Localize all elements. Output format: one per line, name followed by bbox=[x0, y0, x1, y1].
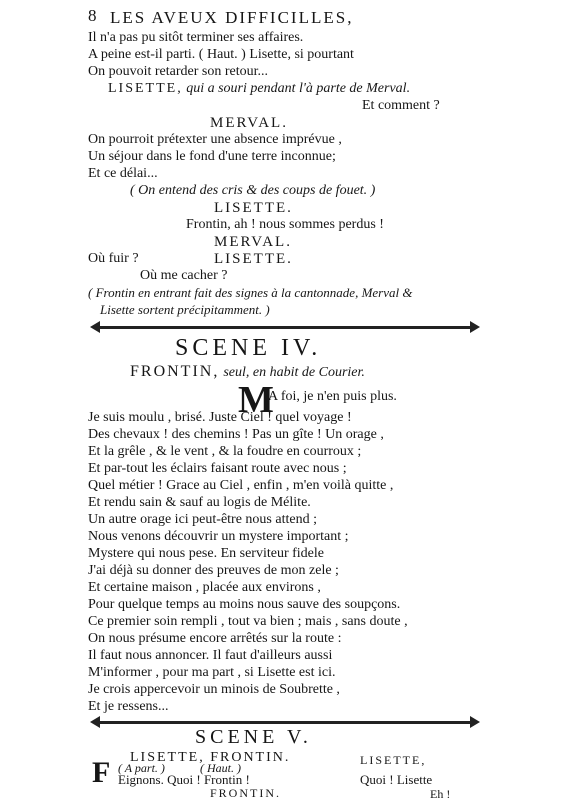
speaker-name: FRONTIN, bbox=[130, 363, 220, 380]
speaker-name: MERVAL. bbox=[210, 115, 288, 131]
verse-line: Et rendu sain & sauf au logis de Mélite. bbox=[88, 495, 311, 510]
speaker-name: LISETTE. bbox=[214, 200, 293, 216]
drop-cap: M bbox=[238, 379, 274, 421]
verse-line: Pour quelque temps au moins nous sauve des soupçons. bbox=[88, 597, 401, 612]
verse-line: Ce premier soin rempli , tout va bien ; mais , sans doute , bbox=[88, 614, 408, 629]
speaker-name: LISETTE, bbox=[108, 81, 183, 96]
verse-line: Un séjour dans le fond d'une terre inconnue; bbox=[88, 149, 336, 164]
ornamental-rule bbox=[90, 321, 480, 333]
verse-line: Je crois appercevoir un minois de Soubrette , bbox=[88, 682, 340, 697]
verse-line: A peine est-il parti. ( Haut. ) Lisette, si pourtant bbox=[88, 47, 354, 62]
verse-line: Et je ressens... bbox=[88, 699, 169, 714]
stage-direction: seul, en habit de Courier. bbox=[223, 365, 365, 380]
verse-line: J'ai déjà su donner des preuves de mon zele ; bbox=[88, 563, 339, 578]
verse-line: Et ce délai... bbox=[88, 166, 158, 181]
verse-line: M'informer , pour ma part , si Lisette est ici. bbox=[88, 665, 336, 680]
scene-heading: SCENE V. bbox=[195, 726, 312, 748]
stage-direction: Lisette sortent précipitamment. ) bbox=[100, 302, 270, 317]
verse-line: Et certaine maison , placée aux environs , bbox=[88, 580, 321, 595]
running-title: LES AVEUX DIFFICILLES, bbox=[110, 8, 354, 27]
speaker-name: MERVAL. bbox=[214, 234, 292, 250]
verse-line: Et par-tout les éclairs faisant route avec nous ; bbox=[88, 461, 347, 476]
verse-line: A foi, je n'en puis plus. bbox=[268, 389, 397, 404]
stage-direction: ( A part. ) bbox=[118, 761, 165, 775]
verse-line: Quel métier ! Grace au Ciel , enfin , m'en voilà quitte , bbox=[88, 478, 394, 493]
verse-line: Un autre orage ici peut-être nous attend ; bbox=[88, 512, 317, 527]
verse-line: Je suis moulu , brisé. Juste Ciel ! quel voyage ! bbox=[88, 410, 352, 425]
verse-line: Nous venons découvrir un mystere important ; bbox=[88, 529, 349, 544]
verse-line: Frontin, ah ! nous sommes perdus ! bbox=[186, 217, 384, 232]
speaker-name: LISETTE. bbox=[214, 251, 293, 267]
verse-line: On pouvoit retarder son retour... bbox=[88, 64, 269, 79]
verse-line: Où me cacher ? bbox=[140, 268, 228, 283]
verse-line: Et comment ? bbox=[362, 98, 440, 113]
verse-line: Et la grêle , & le vent , & la foudre en courroux ; bbox=[88, 444, 362, 459]
stage-direction: ( On entend des cris & des coups de fouet. ) bbox=[130, 183, 376, 198]
speaker-cue bbox=[108, 81, 410, 97]
page-number: 8 bbox=[88, 6, 97, 25]
drop-cap: F bbox=[92, 756, 111, 789]
verse-line: Des chevaux ! des chemins ! Pas un gîte ! Un orage , bbox=[88, 427, 384, 442]
verse-line: Eh ! bbox=[430, 787, 451, 801]
verse-line: Il faut nous annoncer. Il faut d'ailleurs aussi bbox=[88, 648, 333, 663]
verse-line: Où fuir ? bbox=[88, 251, 139, 266]
stage-direction: ( Haut. ) bbox=[200, 761, 241, 775]
verse-line: On nous présume encore arrêtés sur la route : bbox=[88, 631, 342, 646]
stage-direction: ( Frontin en entrant fait des signes à la cantonnade, Merval & bbox=[88, 285, 413, 300]
scene-heading: SCENE IV. bbox=[175, 335, 322, 361]
stage-direction: qui a souri pendant l'à parte de Merval. bbox=[186, 81, 411, 96]
verse-line: On pourroit prétexter une absence imprévue , bbox=[88, 132, 342, 147]
verse-line: Mystere qui nous pese. En serviteur fidele bbox=[88, 546, 324, 561]
scene-characters: LISETTE, FRONTIN. bbox=[130, 750, 291, 765]
verse-line: Quoi ! Lisette bbox=[360, 772, 433, 787]
verse-line: Eignons. Quoi ! Frontin ! bbox=[118, 772, 250, 787]
speaker-name: LISETTE, bbox=[360, 753, 427, 767]
speaker-name: FRONTIN. bbox=[210, 786, 282, 800]
verse-line: Il n'a pas pu sitôt terminer ses affaires. bbox=[88, 30, 304, 45]
